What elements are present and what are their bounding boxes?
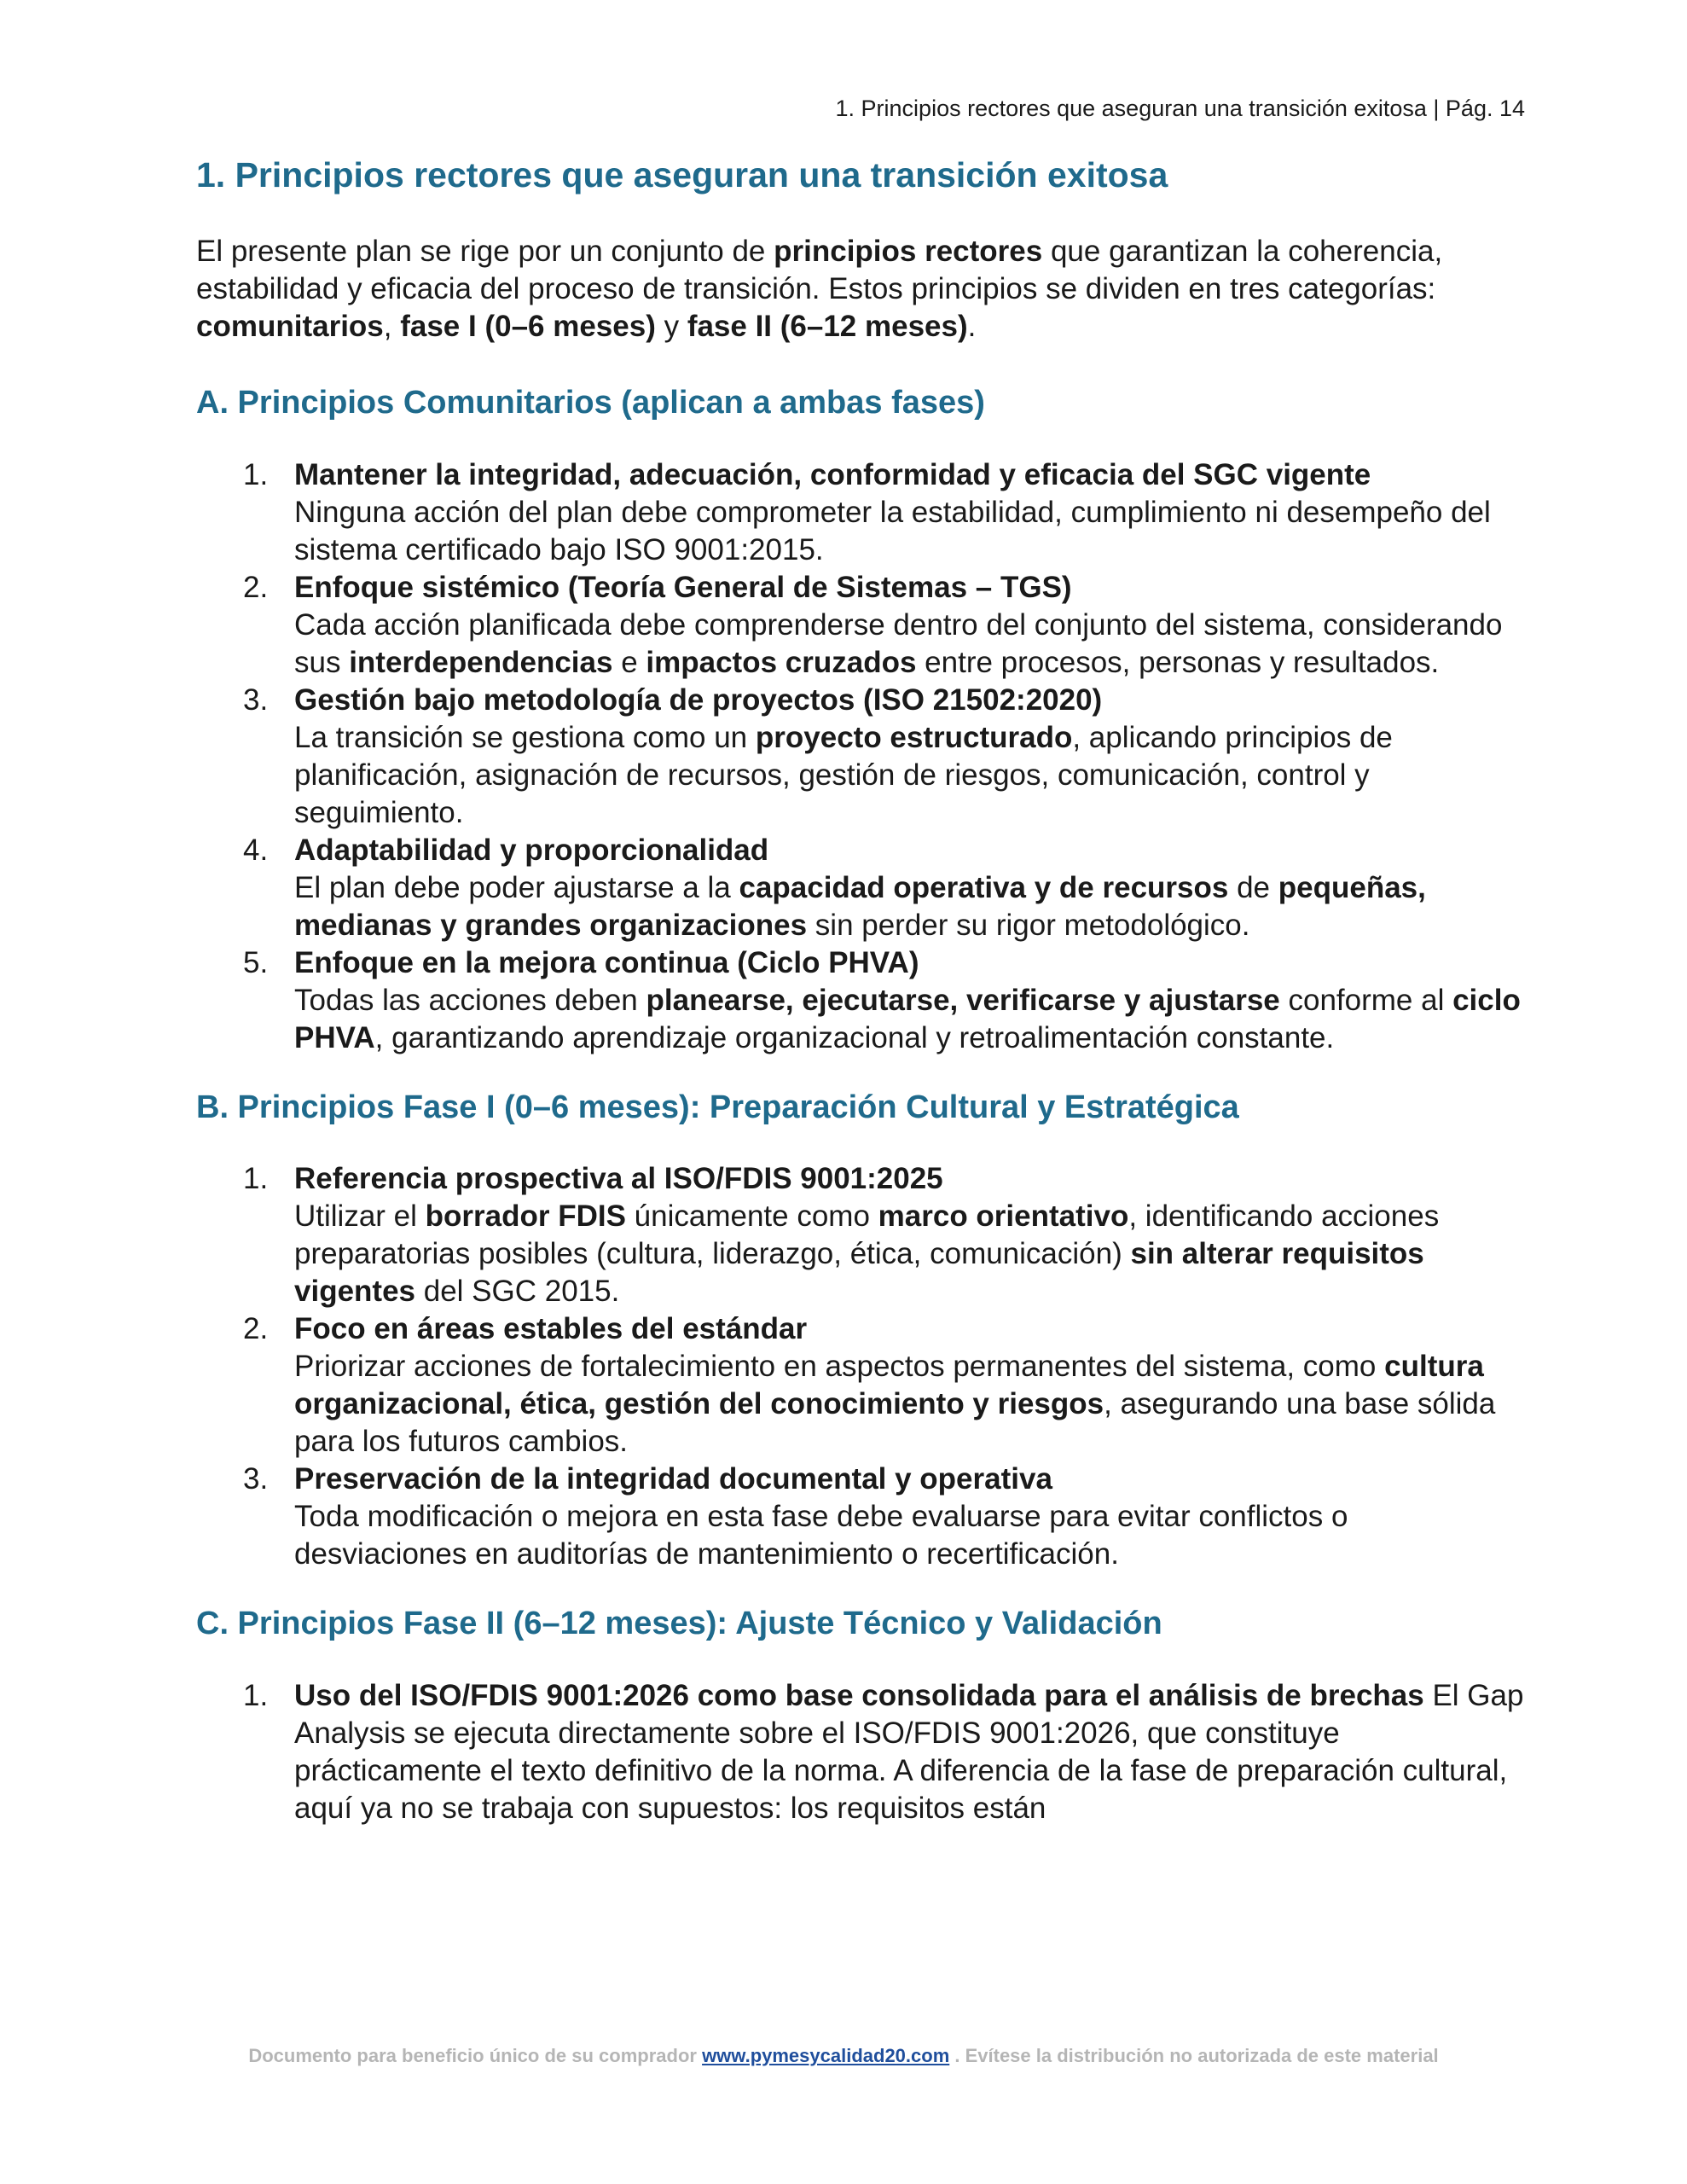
item-number: 1.: [243, 1162, 269, 1196]
item-number: 2.: [243, 1312, 269, 1346]
item-text: Toda modificación o mejora en esta fase debe evaluarse para evitar conflictos o desviaciones en auditorías de mantenimiento o recertificación.: [294, 1500, 1348, 1571]
intro-text: ,: [383, 310, 401, 344]
item-bold: capacidad operativa y de recursos: [739, 870, 1229, 904]
item-text: entre procesos, personas y resultados.: [916, 645, 1440, 679]
footer-text: Documento para beneficio único de su comprador: [248, 2045, 703, 2066]
intro-bold: comunitarios: [196, 310, 384, 344]
footer-text: . Evítese la distribución no autorizada de este material: [949, 2045, 1439, 2066]
item-text: , identificando acciones preparatorias posibles (cultura, liderazgo, ética, comunicación): [294, 1199, 1440, 1271]
item-bold: pequeñas, medianas y grandes organizaciones: [294, 870, 1426, 942]
item-text: Todas las acciones deben: [294, 983, 646, 1017]
item-bold: cultura organizacional, ética, gestión del conocimiento y riesgos: [294, 1350, 1484, 1421]
footer-link[interactable]: www.pymesycalidad20.com: [702, 2045, 950, 2066]
item-number: 4.: [243, 833, 269, 867]
list-item: [196, 1310, 1527, 1461]
intro-bold: fase II (6–12 meses): [687, 310, 968, 344]
item-heading: Foco en áreas estables del estándar: [294, 1312, 808, 1346]
item-text: de: [1228, 870, 1278, 904]
intro-paragraph: [196, 233, 1527, 346]
list-item: [196, 569, 1527, 682]
intro-bold: principios rectores: [774, 235, 1043, 269]
item-heading: Enfoque en la mejora continua (Ciclo PHVA): [294, 945, 919, 979]
item-text: El Gap Analysis se ejecuta directamente sobre el ISO/FDIS 9001:2026, que constituye prácticamente el texto definitivo de la norma. A diferencia de la fase de preparación cultural, aquí ya no se trabaja con supuestos: los requisitos están: [294, 1678, 1524, 1825]
item-heading: Preservación de la integridad documental y operativa: [294, 1462, 1052, 1496]
item-text: , asegurando una base sólida para los futuros cambios.: [294, 1387, 1496, 1459]
item-heading: Enfoque sistémico (Teoría General de Sistemas – TGS): [294, 570, 1072, 604]
list-item: [196, 456, 1527, 569]
item-heading: Uso del ISO/FDIS 9001:2026 como base consolidada para el análisis de brechas: [294, 1678, 1424, 1712]
item-text: conforme al: [1279, 983, 1453, 1017]
page-title: 1. Principios rectores que aseguran una transición exitosa: [196, 155, 1168, 195]
item-text: únicamente como: [625, 1199, 878, 1234]
item-bold: planearse, ejecutarse, verificarse y ajustarse: [646, 983, 1280, 1017]
intro-text: y: [655, 310, 687, 344]
item-number: 3.: [243, 1462, 269, 1496]
item-number: 5.: [243, 945, 269, 979]
item-heading: Gestión bajo metodología de proyectos (ISO 21502:2020): [294, 682, 1103, 717]
list-item: [196, 832, 1527, 944]
item-text: sin perder su rigor metodológico.: [807, 908, 1250, 942]
item-text: Priorizar acciones de fortalecimiento en aspectos permanentes del sistema, como: [294, 1350, 1385, 1384]
principles-list-a: [196, 456, 1527, 1057]
list-item: [196, 944, 1527, 1057]
running-header: 1. Principios rectores que aseguran una transición exitosa | Pág. 14: [835, 96, 1525, 121]
item-text: del SGC 2015.: [415, 1275, 620, 1309]
list-item: [196, 1160, 1527, 1310]
intro-text: .: [967, 310, 977, 344]
section-heading-c: C. Principios Fase II (6–12 meses): Ajuste Técnico y Validación: [196, 1606, 1162, 1642]
item-bold: sin alterar requisitos vigentes: [294, 1237, 1424, 1309]
list-item: [196, 1677, 1527, 1827]
item-text: Cada acción planificada debe comprenderse dentro del conjunto del sistema, considerando sus: [294, 607, 1503, 679]
item-bold: impactos cruzados: [646, 645, 917, 679]
list-item: [196, 682, 1527, 832]
item-heading: Mantener la integridad, adecuación, conformidad y eficacia del SGC vigente: [294, 457, 1371, 491]
item-text: e: [612, 645, 646, 679]
intro-text: El presente plan se rige por un conjunto de: [196, 235, 774, 269]
item-bold: interdependencias: [349, 645, 613, 679]
intro-bold: fase I (0–6 meses): [400, 310, 656, 344]
item-text: La transición se gestiona como un: [294, 720, 756, 754]
item-heading: Adaptabilidad y proporcionalidad: [294, 833, 769, 867]
item-number: 3.: [243, 682, 269, 717]
section-heading-b: B. Principios Fase I (0–6 meses): Preparación Cultural y Estratégica: [196, 1089, 1239, 1125]
item-text: Utilizar el: [294, 1199, 426, 1234]
item-number: 1.: [243, 457, 269, 491]
item-text: , aplicando principios de planificación, asignación de recursos, gestión de riesgos, comunicación, control y seguimiento.: [294, 720, 1393, 829]
item-heading: Referencia prospectiva al ISO/FDIS 9001:2025: [294, 1162, 943, 1196]
item-bold: proyecto estructurado: [755, 720, 1073, 754]
item-text: , garantizando aprendizaje organizacional y retroalimentación constante.: [374, 1020, 1335, 1054]
item-number: 1.: [243, 1678, 269, 1712]
item-bold: borrador FDIS: [425, 1199, 626, 1234]
list-item: [196, 1461, 1527, 1573]
principles-list-c: [196, 1677, 1527, 1827]
item-text: Ninguna acción del plan debe comprometer la estabilidad, cumplimiento ni desempeño del sistema certificado bajo ISO 9001:2015.: [294, 495, 1491, 566]
intro-text: que garantizan la coherencia, estabilidad y eficacia del proceso de transición. Estos principios se dividen en tres categorías:: [196, 235, 1443, 306]
page-content: [196, 154, 1527, 1858]
item-bold: marco orientativo: [878, 1199, 1129, 1234]
item-number: 2.: [243, 570, 269, 604]
item-text: El plan debe poder ajustarse a la: [294, 870, 739, 904]
item-bold: ciclo PHVA: [294, 983, 1521, 1054]
section-heading-a: A. Principios Comunitarios (aplican a ambas fases): [196, 385, 985, 421]
principles-list-b: [196, 1160, 1527, 1573]
page-footer: [0, 2045, 1687, 2067]
